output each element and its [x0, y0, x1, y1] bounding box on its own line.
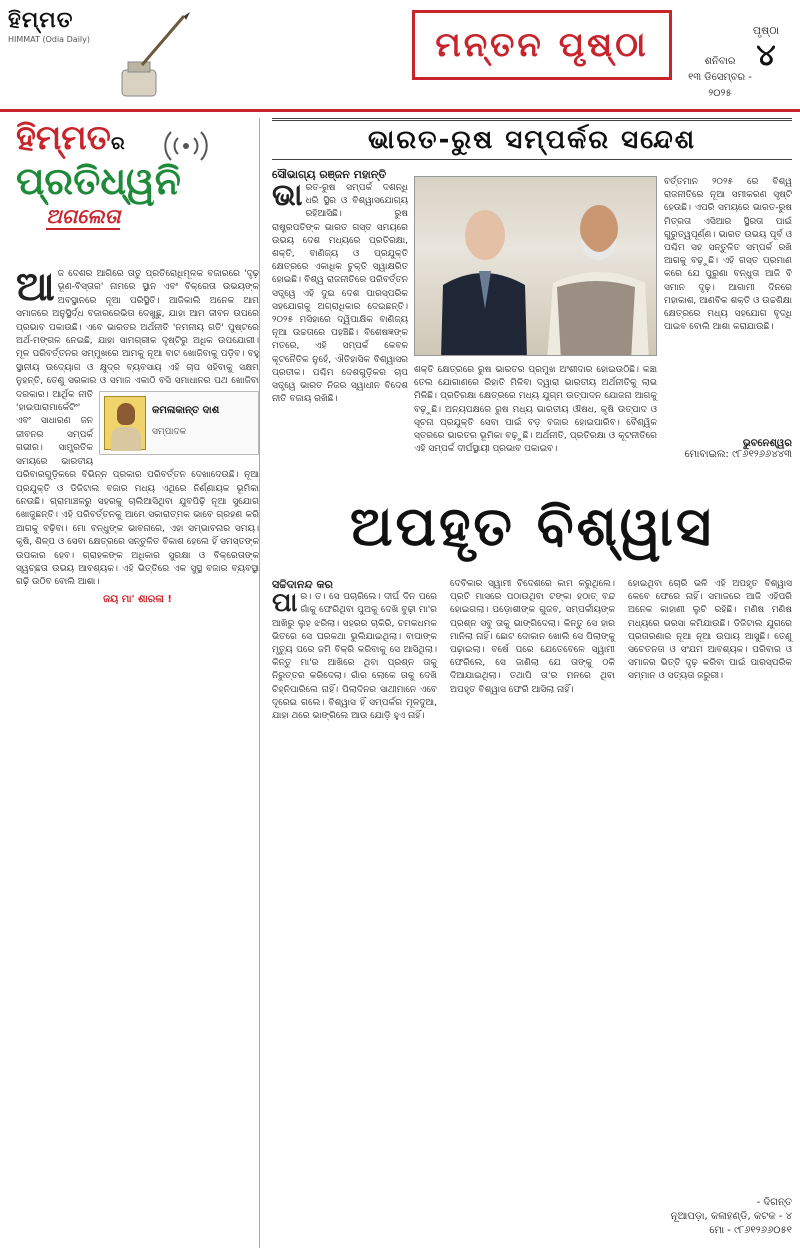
section-title: ମନ୍ତନ ପୃଷ୍ଠା [412, 10, 672, 80]
editorial-dropcap: ଆ [16, 264, 55, 310]
author-name: କମଳାକାନ୍ତ ଦାଶ [152, 404, 220, 416]
article2-closing: - ଦିଗନ୍ତ [756, 1197, 792, 1208]
article2-col3-text: ହୋଇଥିବା ଚୋରି ଭଳି ଏହି ଅପହୃତ ବିଶ୍ୱାସ କେବେ ଫେରେ ନାହିଁ। ସମାଜରେ ଆଜି ଏହିପରି ଅନେକ କାହାଣୀ ଲୁଚି ରହିଛି। ମଣିଷ ମଣିଷ ମଧ୍ୟରେ ଭରସା କମିଯାଉଛି। ଡିଜିଟାଲ ଯୁଗରେ ପ୍ରତାରଣାର ନୂଆ ନୂଆ ଉପାୟ ଆସୁଛି। ତେଣୁ ସଚେତନତା ଓ ସଂଯମ ଆବଶ୍ୟକ। ପରିବାର ଓ ସମାଜର ଭିତ୍ତି ଦୃଢ଼ କରିବା ପାଇଁ ପାରସ୍ପରିକ ସମ୍ମାନ ଓ ସତ୍ୟତା ଜରୁରୀ। [628, 579, 792, 682]
person-left-figure [433, 199, 531, 356]
pen-inkpot-icon [112, 10, 192, 102]
article1-phone: ମୋବାଇଲ: ୯୮୬୧୨୬୬୪୪୩ [684, 449, 792, 460]
article1-col2-text: ଶକ୍ତି କ୍ଷେତ୍ରରେ ରୁଷ ଭାରତର ପ୍ରମୁଖ ଅଂଶୀଦାର ହୋଇଉଠିଛି। କଞ୍ଚା ତେଲ ଯୋଗାଣରେ ରିହାତି ମିଳିବା ଦ୍ୱାରା ଭାରତୀୟ ଅର୍ଥନୀତିକୁ ଲାଭ ମିଳିଛି। ପ୍ରତିରକ୍ଷା କ୍ଷେତ୍ରରେ ମଧ୍ୟ ଯୁଗ୍ମ ଉତ୍ପାଦନ ଯୋଜନା ଆଗକୁ ବଢ଼ୁଛି। ଅନ୍ୟପକ୍ଷରେ ରୁଷ ମଧ୍ୟ ଭାରତୀୟ ଔଷଧ, କୃଷି ଉତ୍ପାଦ ଓ ସୂଚନା ପ୍ରଯୁକ୍ତି ସେବା ପାଇଁ ବଡ଼ ବଜାର ହୋଇପାରିବ। [414, 365, 657, 428]
author-avatar [104, 396, 146, 450]
article1-headline: ଭାରତ-ରୁଷ ସମ୍ପର୍କର ସନ୍ଦେଶ [272, 118, 792, 160]
editorial-footer: ଜୟ ମା' ଶାରଳା ! [103, 593, 172, 605]
column-banner [16, 118, 259, 268]
masthead-header [0, 0, 800, 112]
article1-col-mid [414, 364, 657, 456]
article2-address: ନୂଆପଡ଼ା, କଳାହଣ୍ଡି, କଟକ - ୪ [670, 1211, 792, 1222]
logo-subtitle: HIMMAT (Odia Daily) [8, 35, 90, 44]
page-number: ୪ [756, 38, 776, 73]
article2-col2-text: ଦେବିକାର ସ୍ୱାମୀ ବିଦେଶରେ କାମ କରୁଥିଲେ। ପ୍ରତି ମାସରେ ପଠାଉଥିବା ଟଙ୍କା ହଠାତ୍ ବନ୍ଦ ହୋଇଗଲା। ପଡ଼ୋଶୀଙ୍କ ଗୁଜବ, ସମ୍ପର୍କୀୟଙ୍କ ପ୍ରଶ୍ନ ସବୁ ତାକୁ ଭାଙ୍ଗିଦେଲା। କିନ୍ତୁ ସେ ହାର ମାନିଲା ନାହିଁ। ଛୋଟ ଦୋକାନ ଖୋଲି ସେ ପିଲାଙ୍କୁ ପଢ଼ାଇଲା। ବର୍ଷେ ପରେ ଯେତେବେଳେ ସ୍ୱାମୀ ଫେରିଲେ, ସେ ଜାଣିଲା ଯେ ତାଙ୍କୁ ଠକି ଦିଆଯାଇଥିଲା। ତଥାପି ତା'ର ମନରେ ଥିବା ଅପହୃତ ବିଶ୍ୱାସ ଫେରି ଆସିଲା ନାହିଁ। [450, 579, 615, 695]
article1-col-bottom-text: ବୈଶ୍ୱିକ ସ୍ତରରେ ଭାରତର ଭୂମିକା ବଢ଼ୁଛି। ଅର୍ଥନୀତି, ପ୍ରତିରକ୍ଷା ଓ କୂଟନୀତିରେ ଏହି ସମ୍ପର୍କ ଦୀର୍ଘସ୍ଥାୟୀ ପ୍ରଭାବ ପକାଇବ। [414, 417, 657, 455]
article1-byline: ସୌଭାଗ୍ୟ ରଞ୍ଜନ ମହାନ୍ତି [272, 168, 387, 181]
article1-place: ଭୁବନେଶ୍ୱର [742, 438, 792, 449]
article2-col2 [450, 578, 615, 697]
column-brand-main: ପ୍ରତିଧ୍ୱନି [16, 159, 181, 203]
author-role: ସମ୍ପାଦକ [152, 426, 187, 437]
newspaper-logo [8, 8, 113, 103]
article2-headline: ଅପହୃତ ବିଶ୍ୱାସ [349, 495, 715, 558]
editorial-para-1: ଜ ଦେଶର ଆଗିରେ ତାତୁ ପ୍ରତିରୋଧିମୂଳକ ବଜାରରେ 'ଦୃଢ଼ ଭୂଣ-ବିସ୍ତାର' ନାମରେ ସ୍ଥାନ ଏବଂ ବିକ୍ରେତା ଉଭୟଙ୍କ ଅବସ୍ଥାନରେ ନୂଆ ପରିସ୍ଥିତି। ଆଜିକାଲି ଅନେକ ଆମ ସମାଜରେ ଅନୁସ୍ଥିର୍ଦ୍ଧ ବଜାରରେଭିତା ଦେଖୁଛୁ, ଯାହା ଆମ ଜୀବନ ଉପରେ ପ୍ରଭାବ ପକାଉଛି। ଏବେ ଭାରତର ଅର୍ଥନୀତି 'ନମନୀୟ ଗତି' ପୁଷ୍ଟରେ ଅର୍ଥ-ମଙ୍ଗଳ ନେଇଛି, ଯାହା ସାମଗ୍ରୀକ ଦୃଷ୍ଟିରୁ ଅଧିକ ଉପଯୋଗୀ। ମୂଳ ପରିବର୍ତ୍ତନର ସମ୍ମୁଖରେ ଆମକୁ ନୂଆ ବାଟ ଖୋଜିବାକୁ ପଡ଼ିବ। ବହୁ ସ୍ଥାନୀୟ ଉଦ୍ୟୋଗ ଓ କ୍ଷୁଦ୍ର ବ୍ୟବସାୟ ଏହି ଚାପ ସହିବାକୁ ସକ୍ଷମ ନୁହନ୍ତି, ତେଣୁ ସରକାର ଓ ସମାଜ ଏକାଠି ବସି ସମାଧାନର ପଥ ଖୋଜିବା ଦରକାର। [16, 269, 259, 400]
article2-col1-text: ର। ତ। ସେ ପଚାରିଲେ। ଦୀର୍ଘ ଦିନ ପରେ ଗାଁକୁ ଫେରିଥିବା ପୁଅକୁ ଦେଖି ବୁଢ଼ୀ ମା'ର ଆଖିରୁ ଲୁହ ଝରିଲା। ସହରର ଚାକିରି, ଚମକଧମକ ଭିତରେ ସେ ଘରକଥା ଭୁଲିଯାଇଥିଲା। ବାପାଙ୍କ ମୃତ୍ୟୁ ପରେ ଜମି ବିକ୍ରି କରିବାକୁ ସେ ଆସିଥିଲା। କିନ୍ତୁ ମା'ର ଆଖିରେ ଥିବା ପ୍ରଶ୍ନ ତାକୁ ନିରୁତ୍ତର କରିଦେଲା। ଗାଁର ଲୋକେ ତାକୁ ଦେଖି ଚିହ୍ନିପାରିଲେ ନାହିଁ। ପିଲାଦିନର ସାଥୀମାନେ ଏବେ ଦୂରେଇ ଗଲେ। ବିଶ୍ୱାସ ହିଁ ସମ୍ପର୍କର ମୂଳଦୁଆ, ଯାହା ଥରେ ଭାଙ୍ଗିଲେ ଆଉ ଯୋଡ଼ି ହୁଏ ନାହିଁ। [272, 592, 437, 722]
author-card [99, 391, 259, 455]
article2-col3 [628, 578, 792, 684]
page-label: ପୃଷ୍ଠା [752, 24, 780, 37]
column-brand-top [16, 118, 259, 158]
date-block [680, 54, 760, 102]
editorial-column [16, 118, 260, 1248]
day-label: ଶନିବାର [704, 56, 736, 67]
article1-signoff [664, 438, 792, 460]
article1-col3-text: ବର୍ତ୍ତମାନ ୨୦୨୫ ରେ ବିଶ୍ୱ ରାଜନୀତିରେ ନୂଆ ସମୀକରଣ ସୃଷ୍ଟି ହେଉଛି। ଏପରି ସମୟରେ ଭାରତ-ରୁଷ ମିତ୍ରତା ଏସିଆର ସ୍ଥିରତା ପାଇଁ ଗୁରୁତ୍ୱପୂର୍ଣ୍ଣ। ଭାରତ ଉଭୟ ପୂର୍ବ ଓ ପଶ୍ଚିମ ସହ ସନ୍ତୁଳିତ ସମ୍ପର୍କ ରଖି ଆଗକୁ ବଢ଼ୁଛି। ଏହି ଗସ୍ତ ପ୍ରମାଣ କରେ ଯେ ପୁରୁଣା ବନ୍ଧୁତା ଆଜି ବି ସମାନ ଦୃଢ଼। ଆଗାମୀ ଦିନରେ ମହାକାଶ, ଆଣବିକ ଶକ୍ତି ଓ ଉଚ୍ଚଶିକ୍ଷା କ୍ଷେତ୍ରରେ ମଧ୍ୟ ସହଯୋଗ ବୃଦ୍ଧି ପାଇବ ବୋଲି ଆଶା କରାଯାଉଛି। [664, 177, 792, 333]
brand-name: ହିମ୍ମତ [16, 118, 111, 158]
article2-contact [628, 1196, 792, 1238]
article1-dropcap: ଭା [272, 178, 303, 213]
article2-phone: ମୋ - ୯୮୬୧୨୬୬୦୫୧ [709, 1225, 792, 1236]
date-label: ୧୩ ଡିସେମ୍ବର - ୨୦୨୫ [688, 72, 752, 99]
editorial-body [16, 264, 259, 590]
broadcast-signal-icon [156, 128, 216, 164]
column-brand-tag: ଅଗଲେତା [46, 204, 121, 228]
article2-byline: ସଚ୍ଚିଦାନନ୍ଦ କର [272, 578, 333, 591]
person-right-figure [541, 191, 651, 356]
article2-col1 [272, 578, 437, 723]
article1-col1-text: ରତ-ରୁଷ ସମ୍ପର୍କ ଦଶନ୍ଧି ଧରି ସ୍ଥିର ଓ ବିଶ୍ୱାସଯୋଗ୍ୟ ରହିଆସିଛି। ରୁଷ ରାଷ୍ଟ୍ରପତିଙ୍କ ଭାରତ ଗସ୍ତ ସମୟରେ ଉଭୟ ଦେଶ ମଧ୍ୟରେ ପ୍ରତିରକ୍ଷା, ଶକ୍ତି, ବାଣିଜ୍ୟ ଓ ପ୍ରଯୁକ୍ତି କ୍ଷେତ୍ରରେ ଏକାଧିକ ଚୁକ୍ତି ସ୍ୱାକ୍ଷରିତ ହୋଇଛି। ବିଶ୍ୱ ରାଜନୀତିରେ ପରିବର୍ତ୍ତନ ସତ୍ତ୍ୱେ ଏହି ଦୁଇ ଦେଶ ପାରସ୍ପରିକ ସହଯୋଗକୁ ଅଗ୍ରାଧିକାର ଦେଇଛନ୍ତି। ୨୦୨୫ ମସିହାରେ ଦ୍ୱିପାକ୍ଷିକ ବାଣିଜ୍ୟ ନୂଆ ଉଚ୍ଚତାରେ ପହଞ୍ଚିଛି। ବିଶେଷଜ୍ଞଙ୍କ ମତରେ, ଏହି ସମ୍ପର୍କ କେବଳ କୂଟନୈତିକ ନୁହେଁ, ଐତିହାସିକ ବିଶ୍ୱାସର ପ୍ରତୀକ। ପଶ୍ଚିମ ଦେଶଗୁଡ଼ିକର ଚାପ ସତ୍ତ୍ୱେ ଭାରତ ନିଜର ସ୍ୱାଧୀନ ବିଦେଶ ନୀତି ବଜାୟ ରଖିଛି। [272, 183, 408, 405]
article1-col1 [272, 178, 408, 406]
article-stolen-trust [272, 478, 792, 1248]
brand-suffix: ର [110, 133, 125, 154]
editorial-para-2: ଆର୍ଥିକ ନୀତି 'ହାଇପାରାମାର୍କେଟିଂ' ଏବଂ ସାଧାରଣ ଜନ ଜୀବନର ସମ୍ପର୍କ ଗଭୀର। ସାମ୍ପ୍ରତିକ ସମୟରେ ଭାରତୀୟ ପରିବାରଗୁଡ଼ିକରେ ବିଭିନ୍ନ ପ୍ରକାର ପରିବର୍ତ୍ତନ ଦେଖାଦେଉଛି। ନୂଆ ପ୍ରଯୁକ୍ତି ଓ ଡିଜିଟାଲ ବଜାର ମଧ୍ୟ ଏଥିରେ ନିର୍ଣ୍ଣାୟକ ଭୂମିକା ନେଉଛି। ଗ୍ରାମାଞ୍ଚଳରୁ ସହରକୁ ଚାଲିଆସିଥିବା ଯୁବପିଢ଼ି ନୂଆ ସୁଯୋଗ ଖୋଜୁଛନ୍ତି। ଏହି ପରିବର୍ତ୍ତନକୁ ଆମେ ସକାରାତ୍ମକ ଭାବେ ଗ୍ରହଣ କରି ଆଗକୁ ବଢ଼ିବା। ମୋ ବନ୍ଧୁଙ୍କ ଭାବନାରେ, ଏହା ସମ୍ଭାବନାର ସମୟ। କୃଷି, ଶିଳ୍ପ ଓ ସେବା କ୍ଷେତ୍ରରେ ସନ୍ତୁଳିତ ବିକାଶ ହେଲେ ହିଁ ସମସ୍ତଙ୍କ ଉପକାର ହେବ। ଗ୍ରାହକଙ୍କ ଅଧିକାର ସୁରକ୍ଷା ଓ ବିକ୍ରେତାଙ୍କ ସ୍ୱଚ୍ଛତା ଉଭୟ ଆବଶ୍ୟକ। ଏହି ଭିତ୍ତିରେ ଏକ ସୁସ୍ଥ ବଜାର ବ୍ୟବସ୍ଥା ଗଢ଼ି ଉଠିବ ବୋଲି ଆଶା। [16, 389, 259, 588]
article-india-russia [272, 118, 792, 474]
logo-text: ହିମ୍ମତ [8, 8, 74, 33]
leaders-handshake-photo [414, 176, 657, 356]
article2-dropcap: ପା [272, 588, 298, 619]
article1-col3 [664, 176, 792, 334]
